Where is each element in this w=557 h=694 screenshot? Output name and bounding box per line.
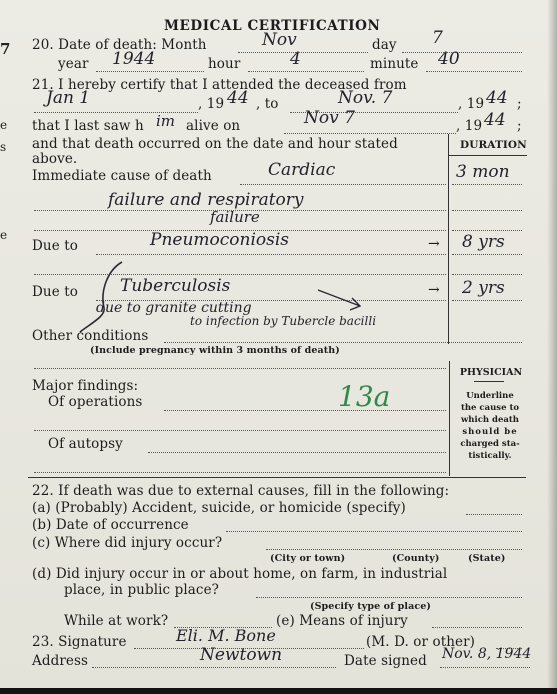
q22-d-line (256, 597, 522, 598)
section-title: MEDICAL CERTIFICATION (164, 18, 381, 34)
q21-from-value: Jan 1 (46, 88, 91, 108)
due-to-2-arrow: → (428, 282, 440, 298)
q22-intro: 22. If death was due to external causes, fill in the following: (32, 483, 450, 499)
physician-box-line: Underline (466, 391, 514, 401)
duration-line-3 (452, 230, 522, 231)
q20-hour-line (248, 71, 364, 72)
q23-date-signed-value: Nov. 8, 1944 (442, 646, 532, 662)
q23-md-label: (M. D. or other) (366, 634, 476, 650)
q20-year-line (96, 71, 204, 72)
due-to-label: Due to (32, 238, 78, 254)
q22-c-county: (County) (392, 553, 440, 564)
due-to-duration-value: 8 yrs (462, 232, 505, 252)
q21-alive-line (284, 133, 456, 134)
q21-alive-value: Nov 7 (304, 108, 355, 128)
q21-end-year-value-1: 44 (486, 88, 508, 108)
section-divider (28, 477, 526, 478)
q22-c-state: (State) (468, 553, 506, 564)
major-findings-label: Major findings: (32, 378, 139, 394)
q22-d-label-2: place, in public place? (64, 582, 220, 598)
q20-year-value: 1944 (112, 49, 156, 69)
q21-occurred-label: and that death occurred on the date and hour stated (32, 136, 398, 152)
q22-c-line (266, 549, 522, 550)
margin-mark: 7 (0, 40, 11, 58)
q21-year-value-1: 44 (227, 88, 249, 108)
due-to-2-duration-line (452, 300, 522, 301)
q20-minute-line (426, 71, 522, 72)
q21-last-saw-label: that I last saw h (32, 118, 144, 134)
q20-hour-label: hour (208, 56, 241, 72)
immediate-cause-value-3: failure (210, 208, 260, 226)
q21-above-label: above. (32, 151, 78, 167)
include-pregnancy-note: (Include pregnancy within 3 months of death) (90, 345, 340, 356)
q21-semicolon-1: ; (517, 96, 522, 112)
q22-c-city: (City or town) (270, 553, 346, 564)
of-operations-label: Of operations (48, 394, 143, 410)
pen-swoop (80, 262, 122, 332)
duration-column-divider (448, 134, 449, 344)
of-autopsy-line (148, 452, 446, 453)
other-conditions-line-2 (34, 368, 446, 369)
page-bottom-edge (0, 688, 557, 694)
q22-b-line (226, 531, 522, 532)
q21-end-year-label-1: , 19 (458, 96, 485, 112)
q21-to-label: , to (256, 96, 279, 112)
physician-box-line: which death (460, 415, 519, 425)
of-autopsy-label: Of autopsy (48, 436, 123, 452)
q20-minute-label: minute (370, 56, 419, 72)
q20-month-value: Nov (262, 30, 297, 50)
q20-day-label: day (372, 37, 397, 53)
physician-box-rule (474, 381, 504, 382)
code-value: 13a (338, 380, 391, 413)
duration-header-rule (449, 155, 527, 156)
q20-year-label: year (58, 56, 89, 72)
pen-strokes (60, 250, 440, 340)
immediate-duration-line (452, 184, 522, 185)
findings-line-3 (34, 472, 446, 473)
q22-while-at-work-label: While at work? (64, 613, 169, 629)
due-to-2-value: Tuberculosis (120, 276, 231, 296)
q22-c-label: (c) Where did injury occur? (32, 535, 223, 551)
due-to-duration-line-2 (452, 274, 522, 275)
other-conditions-line (164, 342, 522, 343)
q20-day-line (402, 52, 522, 53)
q22-e-means-line (432, 627, 522, 628)
findings-line-2 (34, 430, 446, 431)
of-operations-line (164, 410, 446, 411)
physician-box-title: PHYSICIAN (459, 367, 523, 378)
margin-mark: s (0, 140, 7, 154)
due-to-2-extra-2: to infection by Tubercle bacilli (190, 314, 377, 328)
immediate-cause-line (240, 184, 446, 185)
q20-hour-value: 4 (290, 49, 301, 69)
page-edge-shadow (547, 0, 557, 694)
q23-address-value: Newtown (200, 645, 283, 665)
q23-date-signed-line (440, 667, 530, 668)
physician-box-line: tistically. (468, 451, 512, 461)
q22-d-label: (d) Did injury occur in or about home, on farm, in industrial (32, 566, 448, 582)
q23-signature-label: 23. Signature (32, 634, 127, 650)
q23-address-line (92, 667, 336, 668)
q23-signature-value: Eli. M. Bone (176, 626, 276, 645)
due-to-2-duration-value: 2 yrs (462, 278, 505, 298)
due-to-2-extra: due to granite cutting (96, 300, 252, 316)
q23-date-signed-label: Date signed (344, 653, 427, 669)
physician-box-line: charged sta- (460, 439, 520, 449)
immediate-cause-label: Immediate cause of death (32, 168, 212, 184)
q21-alive-on-label: alive on (186, 118, 241, 134)
margin-mark: e (0, 228, 8, 242)
q21-semicolon-2: ; (517, 118, 522, 134)
immediate-cause-value-2: failure and respiratory (108, 190, 304, 210)
q21-intro: 21. I hereby certify that I attended the deceased from (32, 77, 407, 93)
q21-year-label-1: , 19 (198, 96, 225, 112)
physician-box (449, 361, 526, 476)
q22-d-specify: (Specify type of place) (310, 601, 432, 612)
q20-day-value: 7 (432, 28, 443, 48)
q20-minute-value: 40 (438, 49, 460, 69)
q21-to-value: Nov. 7 (338, 88, 393, 108)
due-to-2-label: Due to (32, 284, 78, 300)
margin-mark: e (0, 118, 8, 132)
pen-arrow (318, 290, 360, 310)
q20-month-line (238, 52, 368, 53)
due-to-value: Pneumoconiosis (150, 230, 290, 250)
duration-header: DURATION (460, 139, 527, 151)
q20-month-label: 20. Date of death: Month (32, 37, 207, 53)
physician-box-line: the cause to (460, 403, 520, 413)
q22-b-label: (b) Date of occurrence (32, 517, 189, 533)
q22-a-line (466, 514, 522, 515)
due-to-duration-line (452, 254, 522, 255)
q22-e-means-label: (e) Means of injury (276, 613, 408, 629)
q23-address-label: Address (32, 653, 89, 669)
q21-end-year-label-2: , 19 (456, 118, 483, 134)
immediate-cause-value: Cardiac (268, 160, 336, 180)
physician-box-line: should be (462, 427, 518, 437)
immediate-duration-value: 3 mon (456, 162, 510, 182)
duration-line-2 (452, 210, 522, 211)
other-conditions-label: Other conditions (32, 328, 149, 344)
q22-a-label: (a) (Probably) Accident, suicide, or homicide (specify) (32, 500, 406, 516)
q21-last-saw-him: im (156, 112, 176, 130)
top-handwriting-remnant (175, 0, 180, 9)
due-to-arrow: → (428, 236, 440, 252)
q21-end-year-value-2: 44 (484, 110, 506, 130)
